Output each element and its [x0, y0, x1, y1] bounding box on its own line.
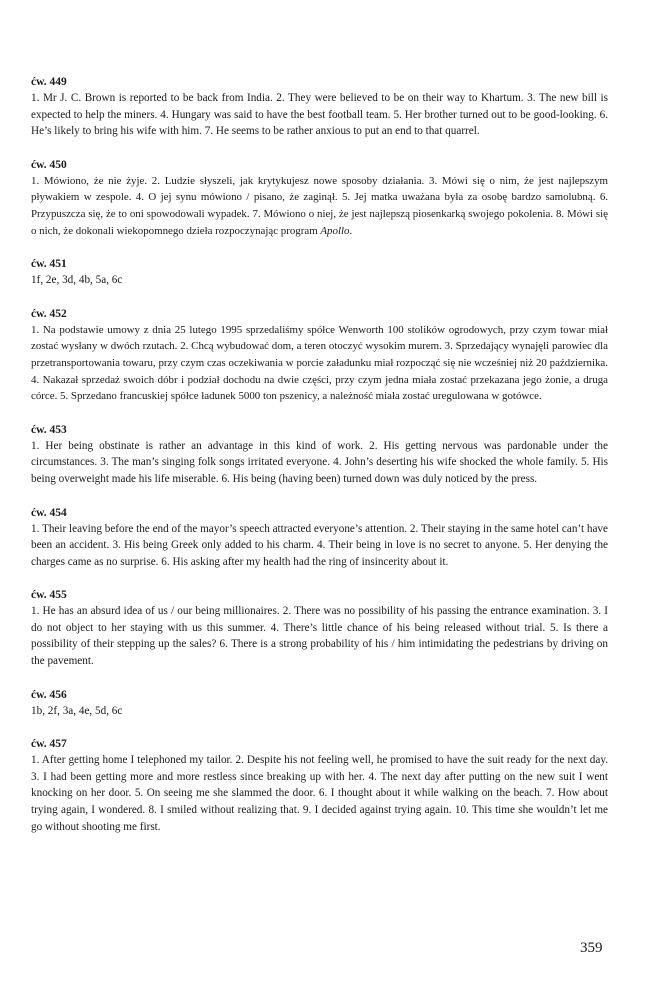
exercise-449 [31, 74, 608, 140]
exercise-453 [31, 422, 608, 488]
answer-text: 1. Mówiono, że nie żyje. 2. Ludzie słyszeli, jak krytykujesz nowe sposoby działania. 3. Mówi się o nim, że jest najlepszym pływakiem w zespole. 4. O jej synu mówiono / pisano, że zaginął. 5. Jej matka uważana była za osobę bardzo samolubną. 6. Przypuszcza się, że to oni spowodowali wypadek. 7. Mówiono o niej, że jest najlepszą piosenkarką swojego pokolenia. 8. Mówi się o nich, że dokonali wiekopomnego dzieła rozpoczynając program [31, 174, 608, 237]
exercise-answers: 1b, 2f, 3a, 4e, 5d, 6c [31, 704, 123, 717]
exercise-heading: ćw. 452 [31, 307, 67, 320]
exercise-451 [31, 256, 608, 289]
exercise-456 [31, 687, 608, 720]
exercise-457 [31, 736, 608, 835]
exercise-answers: 1f, 2e, 3d, 4b, 5a, 6c [31, 274, 123, 287]
exercise-answers: 1. Mr J. C. Brown is reported to be back from India. 2. They were believed to be on their way to Khartum. 3. The new bill is expected to help the miners. 4. Hungary was said to have the best football team. 5. Her brother turned out to be good-looking. 6. He’s likely to bring his wife with him. 7. He seems to be rather anxious to put an end to that quarrel. [31, 92, 608, 138]
answer-italic-text: Apollo [320, 224, 350, 237]
exercise-answers: 1. He has an absurd idea of us / our being millionaires. 2. There was no possibility of his passing the entrance examination. 3. I do not object to her staying with us this summer. 4. There’s little chance of his being released without trial. 5. Is there a possibility of their stepping up the sales? 6. There is a strong probability of his / him intimidating the pedestrians by driving on the pavement. [31, 605, 608, 668]
exercise-452 [31, 306, 608, 405]
exercise-heading: ćw. 456 [31, 688, 67, 701]
exercise-heading: ćw. 451 [31, 258, 67, 271]
exercise-450 [31, 157, 608, 239]
exercise-heading: ćw. 455 [31, 589, 67, 602]
exercise-heading: ćw. 450 [31, 158, 67, 171]
page-number: 359 [580, 940, 603, 956]
exercise-answers: 1. Her being obstinate is rather an advantage in this kind of work. 2. His getting nervous was pardonable under the circumstances. 3. The man’s singing folk songs irritated everyone. 4. John’s deserting his wife shocked the whole family. 5. His being overweight made his life miserable. 6. His being (having been) turned down was duly noticed by the press. [31, 439, 608, 485]
exercise-answers: 1. Na podstawie umowy z dnia 25 lutego 1995 sprzedaliśmy spółce Wenworth 100 stolików ogrodowych, przy czym towar miał zostać wysłany w dwóch rzutach. 2. Chcą wybudować dom, a teren otoczyć wysokim murem. 3. Sprzedający wynajęli parowiec dla przetransportowania towaru, przy czym czas oczekiwania w porcie załadunku miał rozpocząć się nie wcześniej niż 20 października. 4. Nakazał sprzedaż swoich dóbr i podział dochodu na dwie części, przy czym jedna miała zostać przekazana jego żonie, a druga córce. 5. Sprzedano francuskiej spółce ładunek 5000 ton pszenicy, a należność miała zostać uregulowana w gotówce. [31, 323, 608, 403]
answer-key-page [31, 74, 608, 852]
exercise-heading: ćw. 453 [31, 423, 67, 436]
exercise-answers: 1. Their leaving before the end of the mayor’s speech attracted everyone’s attention. 2. Their staying in the same hotel can’t have been an accident. 3. His being Greek only added to his charm. 4. Their being in love is no secret to anyone. 5. Her denying the charges came as no surprise. 6. His asking after my health had the ring of insincerity about it. [31, 522, 608, 568]
exercise-455 [31, 587, 608, 669]
exercise-heading: ćw. 449 [31, 76, 67, 88]
exercise-answers [31, 173, 608, 239]
answer-text-tail: . [349, 224, 353, 237]
exercise-454 [31, 505, 608, 571]
exercise-heading: ćw. 454 [31, 506, 67, 519]
exercise-answers: 1. After getting home I telephoned my tailor. 2. Despite his not feeling well, he promised to have the suit ready for the next day. 3. I had been getting more and more restless since breaking up with her. 4. The next day after putting on the new suit I went knocking on her door. 5. On seeing me she slammed the door. 6. I thought about it while walking on the beach. 7. How about trying again, I wondered. 8. I smiled without realizing that. 9. I decided against trying again. 10. This time she wouldn’t let me go without shooting me first. [31, 754, 608, 833]
exercise-heading: ćw. 457 [31, 738, 67, 751]
